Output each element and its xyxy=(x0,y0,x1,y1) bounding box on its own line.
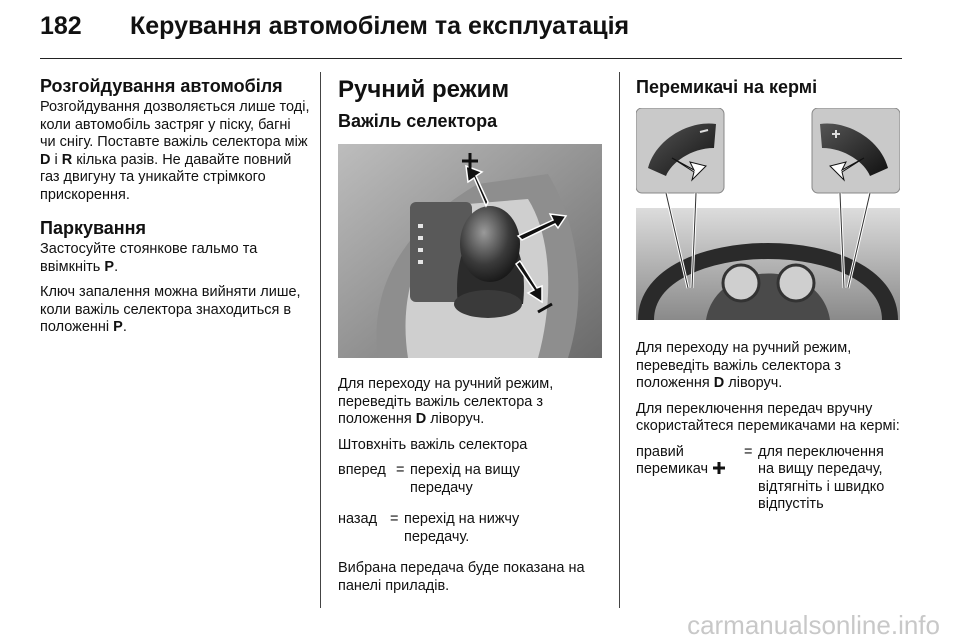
parking-text-part: Застосуйте стоянкове гальмо та ввімкніть xyxy=(40,241,258,275)
gear-p-label: P xyxy=(104,258,115,275)
page-header-title: Керування автомобілем та експлуатація xyxy=(130,12,630,40)
push-selector-text: Штовхніть важіль селектора xyxy=(338,436,528,453)
right-paddle-definition xyxy=(636,444,906,514)
column-divider-2 xyxy=(619,72,620,608)
gear-p-label: P xyxy=(113,319,123,335)
page-number: 182 xyxy=(40,12,82,40)
rocking-heading: Розгойдування автомобіля xyxy=(40,76,283,96)
parking-text-part: Ключ запалення можна вийняти лише, коли важіль селектора знаходиться в положенні xyxy=(40,284,301,335)
definition-term-block xyxy=(636,444,744,514)
definition-eq: = xyxy=(390,511,399,527)
column-3 xyxy=(636,76,906,514)
instruction-text-part: Для переходу на ручний режим, переведіть важіль селектора з положення xyxy=(636,340,852,391)
gear-r-label: R xyxy=(61,151,73,168)
column-1 xyxy=(40,76,310,337)
gear-d-label: D xyxy=(415,411,427,427)
manual-shift-text: Для переключення передач вручну скористайтеся перемикачами на кермі: xyxy=(636,400,900,434)
instruction-paragraph xyxy=(636,340,906,393)
plus-icon xyxy=(712,461,726,475)
definition-desc: перехід на вищу передачу xyxy=(410,462,520,496)
forward-definition xyxy=(338,462,608,497)
definition-desc: для переключення на вищу передачу, відтягніть і швидко відпустіть xyxy=(758,443,885,512)
parking-paragraph-2 xyxy=(40,284,310,337)
definition-term: правий перемикач xyxy=(636,443,709,477)
header-rule xyxy=(40,58,902,59)
column-divider-1 xyxy=(320,72,321,608)
rocking-text-part: кілька разів. Не давайте повний газ двигуну та уникайте стрімкого прискорення. xyxy=(40,151,292,203)
gear-d-label: D xyxy=(40,151,51,168)
gear-selector-illustration xyxy=(338,144,602,358)
column-2 xyxy=(338,76,608,595)
definition-desc: перехід на нижчу передачу. xyxy=(404,511,520,545)
steering-paddles-illustration xyxy=(636,108,900,320)
parking-paragraph-1 xyxy=(40,241,310,276)
instruction-text-part: ліворуч. xyxy=(724,375,783,391)
watermark: carmanualsonline.info xyxy=(687,610,940,640)
paddles-heading: Перемикачі на кермі xyxy=(636,77,818,97)
parking-text-part: . xyxy=(122,319,127,335)
rocking-text-part: і xyxy=(50,151,62,168)
rocking-paragraph xyxy=(40,99,310,204)
parking-heading: Паркування xyxy=(40,218,147,238)
gear-shown-text: Вибрана передача буде показана на панелі приладів. xyxy=(338,560,585,594)
parking-text-part: . xyxy=(114,258,119,275)
definition-term: назад xyxy=(338,511,378,527)
instruction-text-part: Для переходу на ручний режим, переведіть важіль селектора з положення xyxy=(338,376,554,427)
instruction-paragraph xyxy=(338,376,608,429)
instruction-text-part: ліворуч. xyxy=(426,411,485,427)
manual-mode-heading: Ручний режим xyxy=(338,76,510,103)
definition-eq: = xyxy=(744,443,753,460)
gear-d-label: D xyxy=(713,375,725,391)
rocking-text-part: Розгойдування дозволяється лише тоді, коли автомобіль застряг у піску, багні чи снігу. Поставте важіль селектора між xyxy=(40,99,310,150)
definition-eq: = xyxy=(396,462,405,478)
back-definition xyxy=(338,511,608,546)
selector-heading: Важіль селектора xyxy=(338,111,498,131)
definition-term: вперед xyxy=(338,462,386,478)
